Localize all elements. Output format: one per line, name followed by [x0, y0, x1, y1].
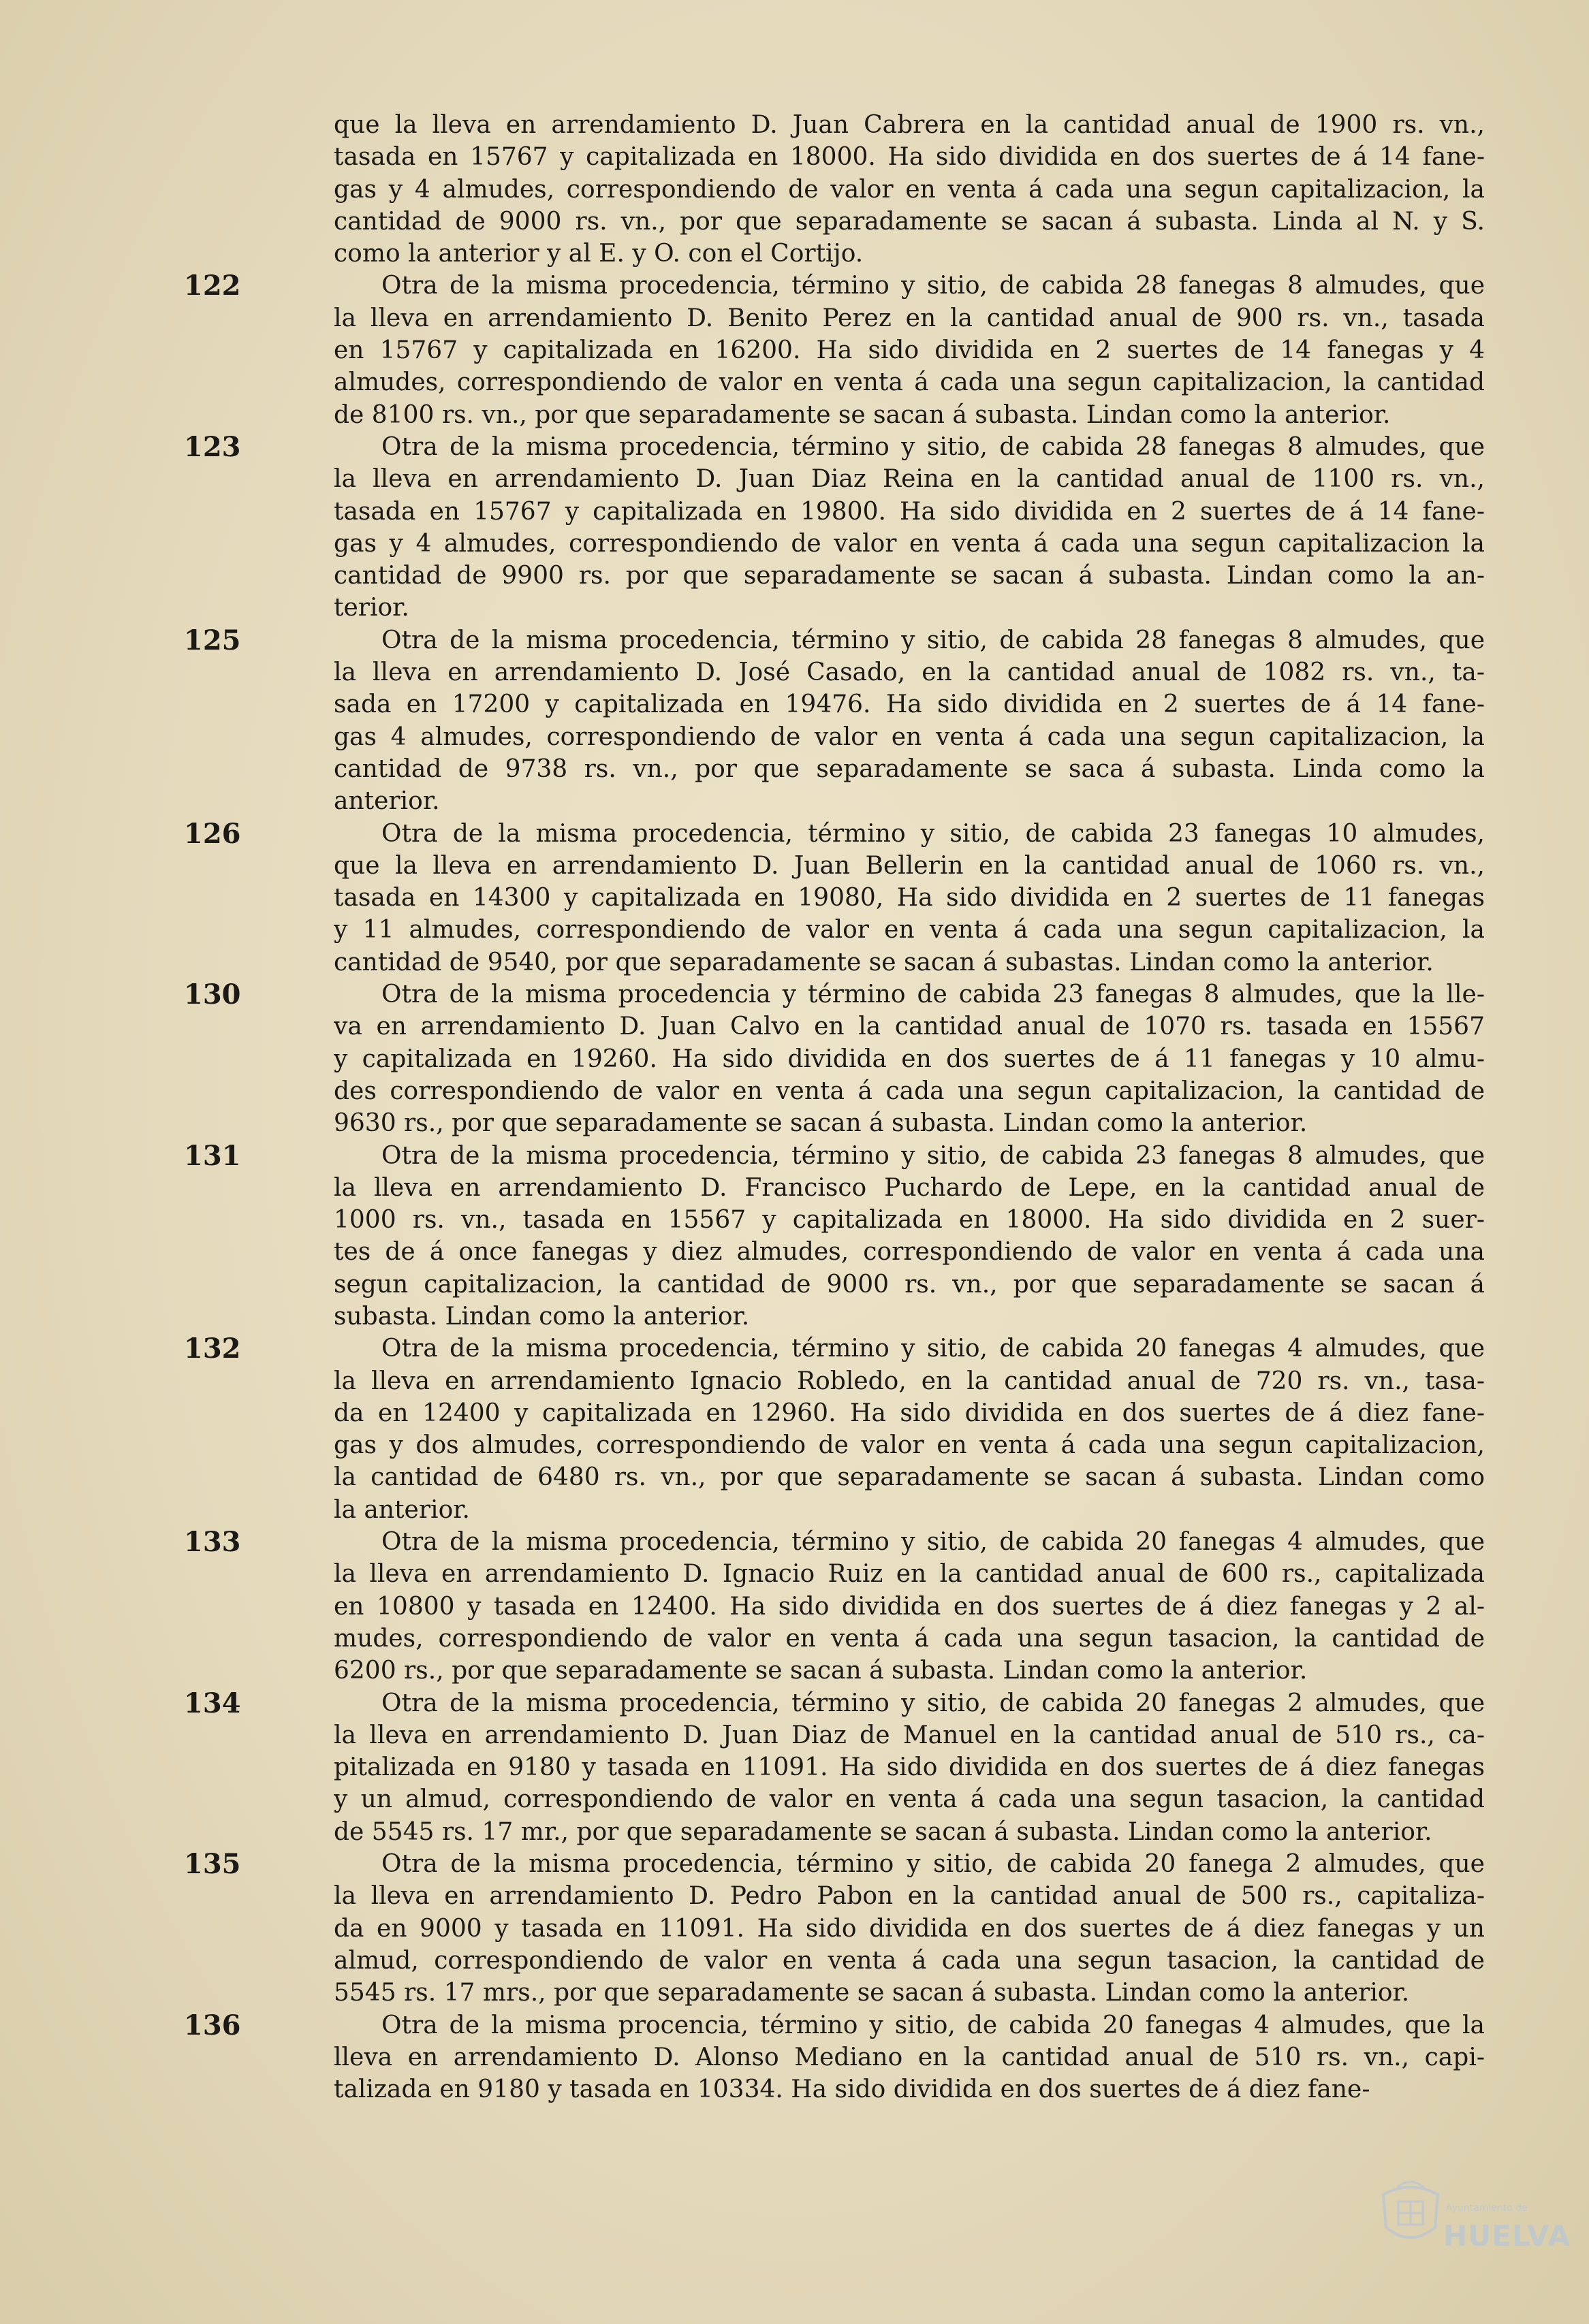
text-line: la lleva en arrendamiento D. José Casado, en la cantidad anual de 1082 rs. vn., ta- [334, 658, 1485, 687]
lot-number: 133 [184, 1526, 241, 1559]
lot-number: 130 [184, 978, 241, 1011]
text-line: cantidad de 9900 rs. por que separadamente se sacan á subasta. Lindan como la an- [334, 562, 1485, 590]
text-line: cantidad de 9000 rs. vn., por que separadamente se sacan á subasta. Linda al N. y S. [334, 207, 1485, 236]
text-line: Otra de la misma procedencia, término y sitio, de cabida 28 fanegas 8 almudes, que [381, 432, 1485, 461]
lot-paragraph [184, 1848, 1485, 2009]
text-line: va en arrendamiento D. Juan Calvo en la cantidad anual de 1070 rs. tasada en 15567 [334, 1013, 1485, 1041]
lot-number: 132 [184, 1333, 241, 1365]
lot-paragraph [184, 1687, 1485, 1848]
text-line: Otra de la misma procedencia, término y sitio, de cabida 28 fanegas 8 almudes, que [381, 626, 1485, 654]
text-line: y capitalizada en 19260. Ha sido dividida en dos suertes de á 11 fanegas y 10 almu- [334, 1045, 1485, 1073]
text-line: Otra de la misma procencia, término y sitio, de cabida 20 fanegas 4 almudes, que la [381, 2011, 1485, 2039]
text-line: tasada en 14300 y capitalizada en 19080, Ha sido dividida en 2 suertes de 11 fanegas [334, 884, 1485, 912]
stamp-small-text: Ayuntamiento de [1446, 2203, 1528, 2214]
lot-number: 136 [184, 2009, 241, 2041]
coat-of-arms-icon [1378, 2174, 1443, 2249]
lot-number: 135 [184, 1848, 241, 1881]
text-line: Otra de la misma procedencia, término y sitio, de cabida 23 fanegas 10 almudes, [381, 819, 1485, 848]
text-line: Otra de la misma procedencia, término y sitio, de cabida 23 fanegas 8 almudes, que [381, 1141, 1485, 1170]
text-line: Otra de la misma procedencia, término y sitio, de cabida 20 fanega 2 almudes, que [381, 1850, 1485, 1879]
text-line: subasta. Lindan como la anterior. [334, 1302, 750, 1331]
text-line: gas y dos almudes, correspondiendo de valor en venta á cada una segun capitalizacion, [334, 1431, 1485, 1460]
text-line: 1000 rs. vn., tasada en 15567 y capitalizada en 18000. Ha sido dividida en 2 suer- [334, 1206, 1485, 1235]
text-line: tasada en 15767 y capitalizada en 18000. Ha sido dividida en dos suertes de á 14 fane- [334, 143, 1485, 172]
text-line: Otra de la misma procedencia, término y sitio, de cabida 28 fanegas 8 almudes, que [381, 272, 1485, 300]
text-line: en 10800 y tasada en 12400. Ha sido dividida en dos suertes de á diez fanegas y 2 al- [334, 1592, 1485, 1621]
text-line: Otra de la misma procedencia y término de cabida 23 fanegas 8 almudes, que la lle- [381, 981, 1485, 1009]
text-line: la lleva en arrendamiento D. Francisco Puchardo de Lepe, en la cantidad anual de [334, 1173, 1485, 1202]
lot-paragraph [184, 817, 1485, 978]
text-line: la lleva en arrendamiento D. Juan Diaz Reina en la cantidad anual de 1100 rs. vn., [334, 465, 1485, 494]
text-line: terior. [334, 594, 409, 622]
text-line: la lleva en arrendamiento Ignacio Robledo, en la cantidad anual de 720 rs. vn., tasa- [334, 1367, 1485, 1395]
text-line: da en 12400 y capitalizada en 12960. Ha sido dividida en dos suertes de á diez fane- [334, 1399, 1485, 1427]
text-line: Otra de la misma procedencia, término y sitio, de cabida 20 fanegas 4 almudes, que [381, 1528, 1485, 1557]
text-line: y un almud, correspondiendo de valor en venta á cada una segun tasacion, la cantidad [334, 1785, 1485, 1814]
text-line: de 8100 rs. vn., por que separadamente se sacan á subasta. Lindan como la anterior. [334, 400, 1391, 429]
document-body [184, 109, 1485, 2105]
text-line: sada en 17200 y capitalizada en 19476. Ha sido dividida en 2 suertes de á 14 fane- [334, 690, 1485, 719]
text-line: Otra de la misma procedencia, término y sitio, de cabida 20 fanegas 4 almudes, que [381, 1335, 1485, 1363]
lot-paragraph [184, 2009, 1485, 2106]
lot-paragraph [184, 624, 1485, 818]
lot-paragraph [184, 1526, 1485, 1687]
lot-number: 122 [184, 270, 241, 302]
text-line: talizada en 9180 y tasada en 10334. Ha sido dividida en dos suertes de á diez fane- [334, 2075, 1370, 2104]
text-line: gas 4 almudes, correspondiendo de valor en venta á cada una segun capitalizacion, la [334, 722, 1485, 751]
text-line: almud, correspondiendo de valor en venta á cada una segun tasacion, la cantidad de [334, 1946, 1485, 1975]
text-line: mudes, correspondiendo de valor en venta á cada una segun tasacion, la cantidad de [334, 1624, 1485, 1653]
stamp-big-text: HUELVA [1443, 2219, 1571, 2253]
text-line: cantidad de 9738 rs. vn., por que separadamente se saca á subasta. Linda como la [334, 754, 1485, 783]
text-line: la lleva en arrendamiento D. Benito Perez en la cantidad anual de 900 rs. vn., tasada [334, 304, 1485, 332]
lot-paragraph [184, 270, 1485, 430]
lot-number: 134 [184, 1687, 241, 1719]
text-line: de 5545 rs. 17 mr., por que separadamente se sacan á subasta. Lindan como la anterior. [334, 1817, 1432, 1846]
text-line: lleva en arrendamiento D. Alonso Mediano en la cantidad anual de 510 rs. vn., capi- [334, 2043, 1485, 2071]
text-line: la lleva en arrendamiento D. Ignacio Ruiz en la cantidad anual de 600 rs., capitalizada [334, 1560, 1485, 1589]
lot-paragraph [184, 430, 1485, 624]
watermark-stamp [1378, 2174, 1571, 2276]
text-line: y 11 almudes, correspondiendo de valor en venta á cada una segun capitalizacion, la [334, 916, 1485, 944]
text-line: segun capitalizacion, la cantidad de 9000 rs. vn., por que separadamente se sacan á [334, 1270, 1485, 1299]
lot-number: 125 [184, 624, 241, 656]
text-line: da en 9000 y tasada en 11091. Ha sido dividida en dos suertes de á diez fanegas y un [334, 1914, 1485, 1943]
text-line: la lleva en arrendamiento D. Juan Diaz de Manuel en la cantidad anual de 510 rs., ca- [334, 1721, 1485, 1749]
text-line: gas y 4 almudes, correspondiendo de valor en venta á cada una segun capitalizacion la [334, 529, 1485, 558]
text-line: la cantidad de 6480 rs. vn., por que separadamente se sacan á subasta. Lindan como [334, 1463, 1485, 1492]
text-line: que la lleva en arrendamiento D. Juan Bellerin en la cantidad anual de 1060 rs. vn., [334, 851, 1485, 880]
lot-paragraph [184, 1139, 1485, 1333]
text-line: cantidad de 9540, por que separadamente se sacan á subastas. Lindan como la anterior. [334, 948, 1434, 976]
text-line: anterior. [334, 787, 440, 816]
text-line: tes de á once fanegas y diez almudes, correspondiendo de valor en venta á cada una [334, 1238, 1485, 1267]
lot-number: 126 [184, 817, 241, 850]
text-line: la lleva en arrendamiento D. Pedro Pabon en la cantidad anual de 500 rs., capitaliza- [334, 1882, 1485, 1911]
text-line: que la lleva en arrendamiento D. Juan Cabrera en la cantidad anual de 1900 rs. vn., [334, 111, 1485, 139]
text-line: 6200 rs., por que separadamente se sacan á subasta. Lindan como la anterior. [334, 1657, 1308, 1685]
lot-paragraph [334, 109, 1485, 270]
text-line: Otra de la misma procedencia, término y sitio, de cabida 20 fanegas 2 almudes, que [381, 1689, 1485, 1717]
text-line: la anterior. [334, 1495, 470, 1524]
text-line: en 15767 y capitalizada en 16200. Ha sido dividida en 2 suertes de 14 fanegas y 4 [334, 336, 1485, 365]
lot-paragraph [184, 978, 1485, 1139]
text-line: des correspondiendo de valor en venta á cada una segun capitalizacion, la cantidad de [334, 1077, 1485, 1105]
text-line: pitalizada en 9180 y tasada en 11091. Ha sido dividida en dos suertes de á diez fanegas [334, 1753, 1485, 1782]
lot-number: 131 [184, 1139, 241, 1172]
lot-paragraph [184, 1333, 1485, 1526]
text-line: almudes, correspondiendo de valor en venta á cada una segun capitalizacion, la cantidad [334, 368, 1485, 397]
lot-number: 123 [184, 430, 241, 463]
text-line: 9630 rs., por que separadamente se sacan á subasta. Lindan como la anterior. [334, 1109, 1308, 1138]
text-line: como la anterior y al E. y O. con el Cortijo. [334, 240, 864, 268]
text-line: tasada en 15767 y capitalizada en 19800. Ha sido dividida en 2 suertes de á 14 fane- [334, 497, 1485, 526]
text-line: gas y 4 almudes, correspondiendo de valor en venta á cada una segun capitalizacion, la [334, 175, 1485, 204]
text-line: 5545 rs. 17 mrs., por que separadamente se sacan á subasta. Lindan como la anterior. [334, 1979, 1410, 2007]
